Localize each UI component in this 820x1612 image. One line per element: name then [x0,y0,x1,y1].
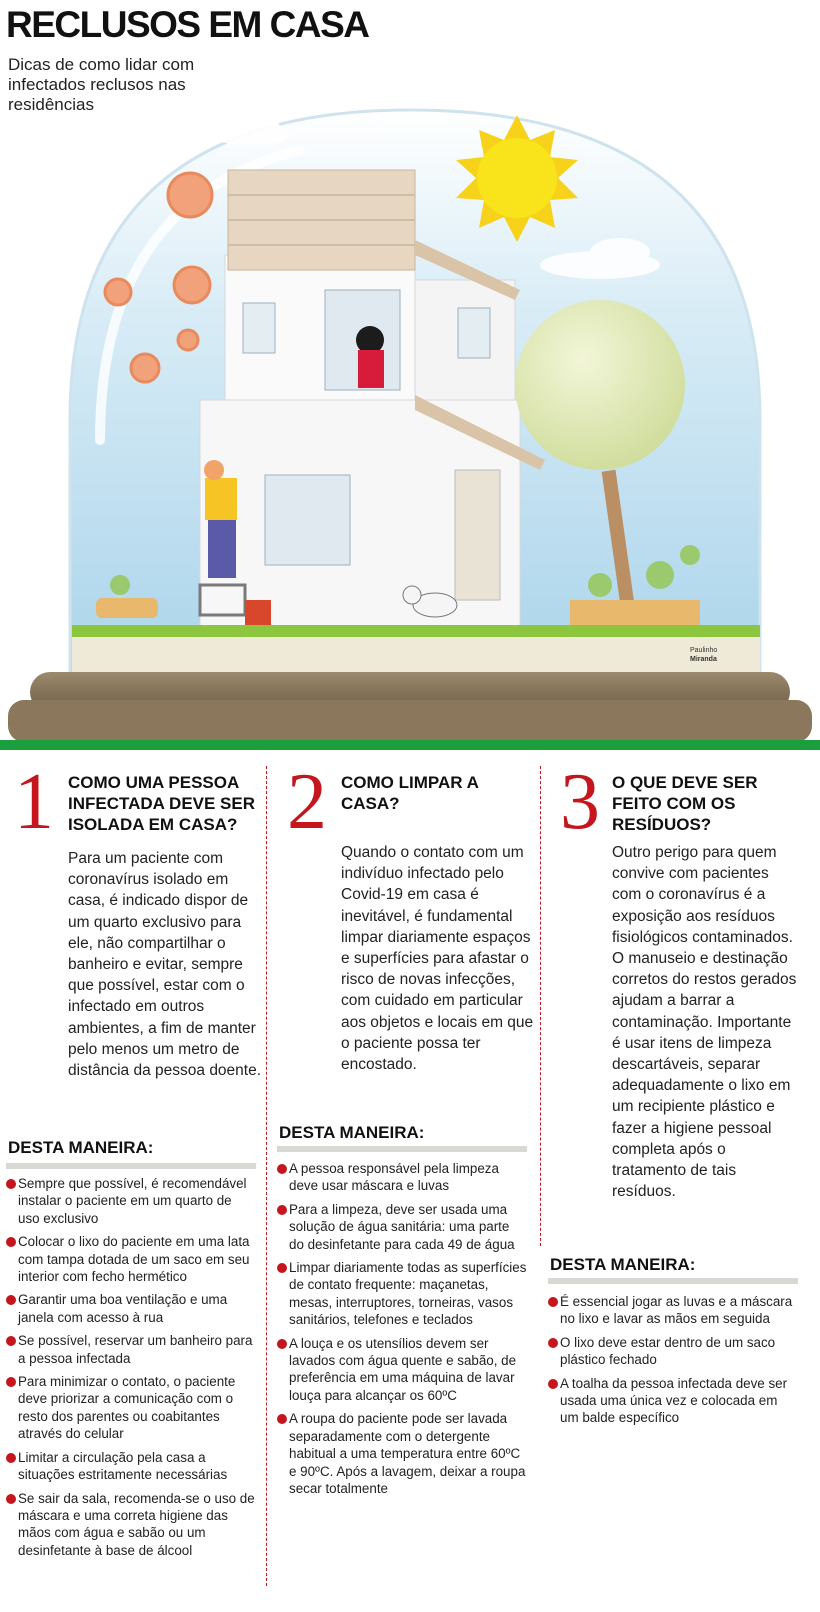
list-item: A toalha da pessoa infectada deve ser usada uma única vez e colocada em um balde específico [548,1375,798,1427]
bullet-dot [6,1179,16,1189]
window [265,475,350,565]
bullet-dot [277,1205,287,1215]
list-item: Se possível, reservar um banheiro para a pessoa infectada [6,1332,256,1367]
bullet-dot [548,1338,558,1348]
divider-bar [0,740,820,750]
section-text: Quando o contato com um indivíduo infectado pelo Covid-19 em casa é inevitável, é fundamental limpar diariamente espaços e superfícies para afastar o risco de novas infecções, com cuidado em particular aos objetos e locais em que o paciente possa ter encostado. [341,844,534,1074]
tips-heading: DESTA MANEIRA: [279,1123,425,1142]
bullet-dot [277,1263,287,1273]
tips-list [6,1175,256,1565]
bullet-dot [6,1494,16,1504]
list-item: Para a limpeza, deve ser usada uma solução de água sanitária: uma parte do desinfetante para cada 49 de água [277,1201,527,1253]
section-title: COMO LIMPAR A CASA? [341,773,479,813]
window [243,303,275,353]
tips-heading-underline [548,1278,798,1284]
page-subtitle: Dicas de como lidar com infectados reclusos nas residências [8,55,195,114]
list-item: A pessoa responsável pela limpeza deve usar máscara e luvas [277,1160,527,1195]
window [458,308,490,358]
bullet-dot [6,1237,16,1247]
bullet-dot [277,1339,287,1349]
bullet-dot [6,1377,16,1387]
list-item: A louça e os utensílios devem ser lavados com água quente e sabão, de preferência em uma máquina de lavar louça para alcançar os 60ºC [277,1335,527,1405]
list-item: A roupa do paciente pode ser lavada separadamente com o detergente habitual a uma temperatura entre 60ºC e 90ºC. Após a lavagem, deixar a roupa secar totalmente [277,1410,527,1497]
tips-heading: DESTA MANEIRA: [550,1255,696,1274]
planter [96,598,158,618]
tips-list [548,1293,798,1433]
bullet-dot [548,1379,558,1389]
list-item: Limpar diariamente todas as superfícies de contato frequente: maçanetas, mesas, interruptores, torneiras, vasos sanitários, telefones e teclados [277,1259,527,1329]
tree-crown [515,300,685,470]
section-number: 1 [14,758,54,846]
column-divider [540,766,541,1246]
list-item: Garantir uma boa ventilação e uma janela com acesso à rua [6,1291,256,1326]
door [455,470,500,600]
section-number: 2 [287,758,327,846]
illustrator-credit: Miranda [690,656,717,663]
bullet-dot [277,1164,287,1174]
bullet-dot [6,1295,16,1305]
tips-heading-underline [6,1163,256,1169]
illustrator-credit: Paulinho [690,647,718,654]
tips-heading-underline [277,1146,527,1152]
section-text: Para um paciente com coronavírus isolado em casa, é indicado dispor de um quarto exclusivo para ele, não compartilhar o banheiro e evitar, sempre que possível, estar com o infectado em outros ambientes, a fim de manter pelo menos um metro de distância da pessoa doente. [68,850,262,1080]
page-title: RECLUSOS EM CASA [6,4,369,45]
list-item: Para minimizar o contato, o paciente deve priorizar a comunicação com o resto dos parentes ou coabitantes através do celular [6,1373,256,1443]
woman-figure [356,326,384,388]
list-item: Se sair da sala, recomenda-se o uso de máscara e uma correta higiene das mãos com água e sabão ou um desinfetante à base de álcool [6,1490,256,1560]
section-title: O QUE DEVE SER FEITO COM OS RESÍDUOS? [612,773,758,834]
list-item: Limitar a circulação pela casa a situações estritamente necessárias [6,1449,256,1484]
bullet-dot [6,1453,16,1463]
grass [72,625,760,637]
bullet-dot [277,1414,287,1424]
bullet-dot [6,1336,16,1346]
list-item: Sempre que possível, é recomendável instalar o paciente em um quarto de uso exclusivo [6,1175,256,1227]
section-title: COMO UMA PESSOA INFECTADA DEVE SER ISOLADA EM CASA? [68,773,256,834]
tips-list [277,1160,527,1503]
list-item: É essencial jogar as luvas e a máscara no lixo e lavar as mãos em seguida [548,1293,798,1328]
tips-heading: DESTA MANEIRA: [8,1138,154,1157]
list-item: Colocar o lixo do paciente em uma lata com tampa dotada de um saco em seu interior com fecho hermético [6,1233,256,1285]
bucket [245,600,271,626]
list-item: O lixo deve estar dentro de um saco plástico fechado [548,1334,798,1369]
bullet-dot [548,1297,558,1307]
column-divider [266,766,267,1586]
section-text: Outro perigo para quem convive com pacientes com o coronavírus é a exposição aos resíduos fisiológicos contaminados. O manuseio e destinação corretos do restos gerados ajudam a barrar a contaminação. Importante é usar itens de limpeza descartáveis, separar adequadamente o lixo em um recipiente plástico e fazer a higiene pessoal completa após o tratamento de tais resíduos. [612,844,797,1201]
section-number: 3 [560,758,600,846]
